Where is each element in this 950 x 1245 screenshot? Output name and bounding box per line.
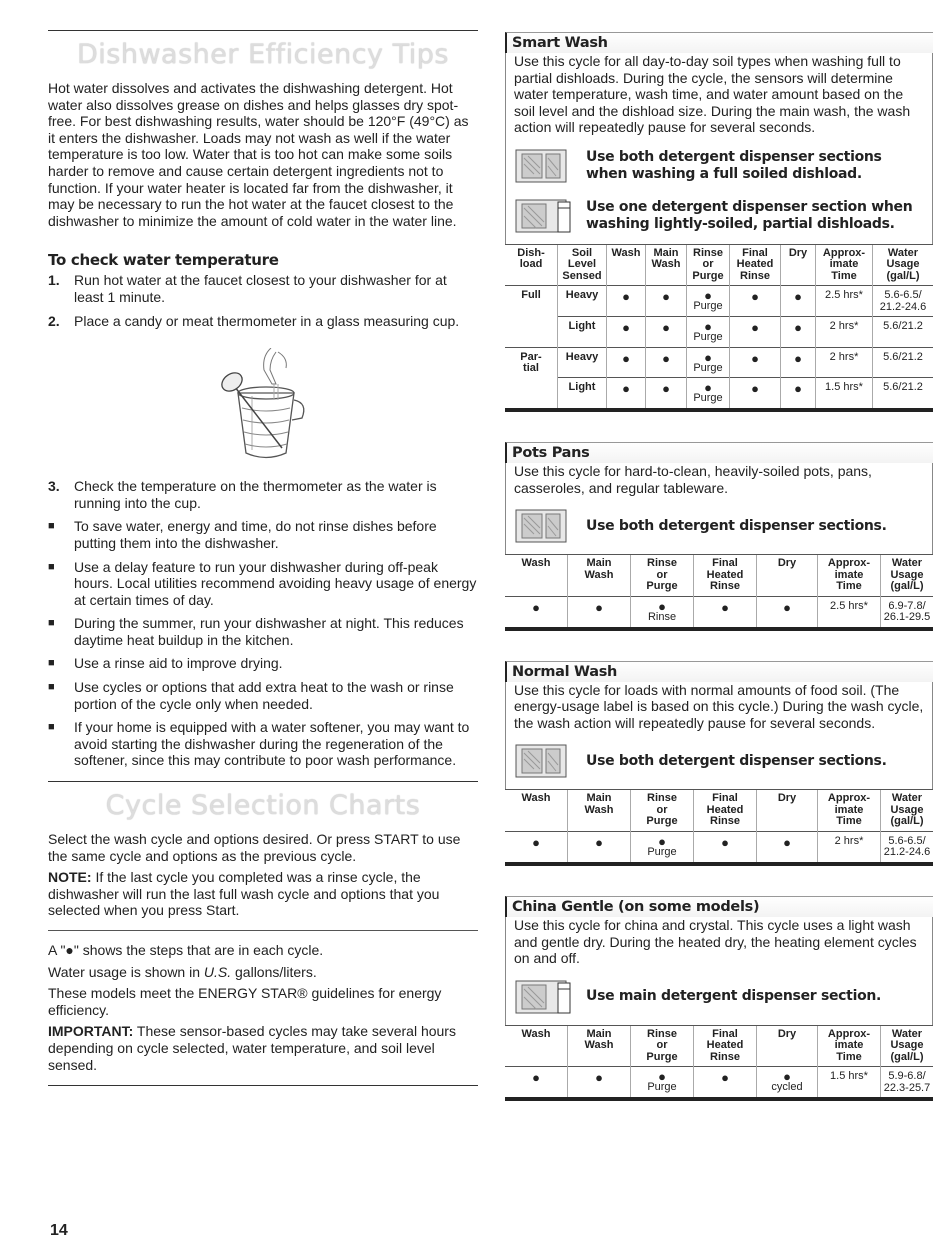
step-dot: ● [730,286,781,317]
step-dot: ● [730,378,781,410]
list-item-text: If your home is equipped with a water softener, you may want to avoid starting the dishwasher during the regeneration of the softener, since this may contribute to poor wash performance. [74,719,470,769]
time-cell: 2 hrs* [818,831,881,864]
bullet-mark: ■ [48,520,55,533]
step [48,478,478,511]
rinse-purge-cell [687,286,730,317]
list-item [48,518,478,551]
column-header: Water Usage (gal/L) [881,555,934,597]
time-cell: 2 hrs* [816,317,873,348]
column-header: Wash [505,555,568,597]
step-dot: ● [568,596,631,629]
tips-heading: Dishwasher Efficiency Tips [77,39,449,70]
step-dot: ● [658,833,666,849]
cycle-title: China Gentle (on some models) [505,896,933,917]
step-text: Place a candy or meat thermometer in a glass measuring cup. [74,312,460,329]
list-item [48,559,478,609]
detergent-instruction [514,506,924,546]
water-usage-cell: 6.9-7.8/ 26.1-29.5 [881,596,934,629]
column-header: Wash [607,244,646,286]
detergent-instruction-text: Use both detergent dispenser sections. [586,517,887,534]
step-dot: ● [607,286,646,317]
soil-level-cell: Heavy [558,286,607,317]
step-dot: ● [757,596,818,629]
column-header: Wash [505,1025,568,1067]
purge-label: Purge [647,1081,677,1094]
time-cell: 2.5 hrs* [818,596,881,629]
time-cell: 2.5 hrs* [816,286,873,317]
note-label: NOTE: [48,869,92,886]
step-dot: ● [783,1069,791,1085]
step-dot: ● [704,349,712,365]
soil-level-cell: Light [558,378,607,410]
important-label: IMPORTANT: [48,1023,134,1040]
table-row [505,317,933,348]
list-item-text: To save water, energy and time, do not rinse dishes before putting them into the dishwasher. [74,518,437,551]
rinse-purge-cell [687,378,730,410]
step-dot: ● [646,317,687,348]
divider [48,30,478,31]
bullet-mark: ■ [48,560,55,573]
cycle-description: Use this cycle for all day-to-day soil types when washing full to partial dishloads. During the cycle, the sensors will determine water temperature, wash time, and water amount based on the soil level and the dishload size. During the main wash, the wash action will repeatedly pause for several seconds. [514,53,911,136]
step-dot: ● [646,347,687,378]
step-dot: ● [704,319,712,335]
china-gentle-table [505,1025,933,1102]
rinse-purge-cell [687,317,730,348]
china-gentle-section [505,896,933,1101]
column-header: Main Wash [646,244,687,286]
dry-cell [757,1067,818,1100]
water-usage-cell: 5.6/21.2 [873,347,934,378]
purge-label: Purge [647,845,677,858]
list-item-text: Use a rinse aid to improve drying. [74,655,283,672]
column-header: Rinse or Purge [687,244,730,286]
column-header: Dry [781,244,816,286]
purge-label: Purge [693,361,723,374]
smart-wash-section [505,32,933,412]
step-dot: ● [568,831,631,864]
table-header-row [505,1025,933,1067]
column-header: Approx- imate Time [818,1025,881,1067]
table-header-row [505,555,933,597]
column-header: Water Usage (gal/L) [881,1025,934,1067]
cycled-label: cycled [771,1081,803,1094]
column-header: Approx- imate Time [818,790,881,832]
step-dot: ● [607,347,646,378]
charts-heading: Cycle Selection Charts [105,790,421,822]
cycle-description: Use this cycle for china and crystal. This cycle uses a light wash and gentle dry. During the heated dry, the heating element cycles on and off. [514,916,917,967]
rinse-label: Rinse [647,610,677,623]
detergent-instruction [514,196,924,236]
table-header-row [505,790,933,832]
detergent-instruction-text: Use main detergent dispenser section. [586,988,882,1005]
column-header: Final Heated Rinse [730,244,781,286]
detergent-instruction [514,146,924,186]
step-dot: ● [658,1069,666,1085]
purge-label: Purge [693,300,723,313]
normal-wash-table [505,789,933,866]
bullet-mark: ■ [48,721,55,734]
step-dot: ● [505,596,568,629]
step-dot: ● [658,598,666,614]
cycle-title: Smart Wash [505,32,933,53]
time-cell: 1.5 hrs* [818,1067,881,1100]
table-row [505,347,933,378]
step-dot: ● [694,1067,757,1100]
step-text: Check the temperature on the thermometer as the water is running into the cup. [74,478,437,511]
soil-level-cell: Light [558,317,607,348]
bullet-mark: ■ [48,617,55,630]
left-column [48,30,478,1086]
bullet-mark: ■ [48,657,55,670]
water-usage-note [48,964,478,981]
water-usage-pre: Water usage is shown in [48,963,204,980]
step-dot: ● [781,317,816,348]
table-row [505,286,933,317]
list-item [48,615,478,648]
step [48,272,478,305]
step-dot: ● [781,378,816,410]
detergent-instruction-text: Use one detergent dispenser section when washing lightly-soiled, partial dishloads. [586,198,913,232]
note [48,869,478,919]
column-header: Dry [757,1025,818,1067]
step-number: 2. [48,312,60,329]
detergent-both-sections-icon [514,146,574,186]
time-cell: 2 hrs* [816,347,873,378]
cycle-description-box [505,463,933,554]
cycle-description-box [505,682,933,790]
charts-intro: Select the wash cycle and options desired. Or press START to use the same cycle and options as the previous cycle. [48,831,461,864]
check-temp-heading: To check water temperature [48,251,279,270]
column-header: Water Usage (gal/L) [873,244,934,286]
dot-legend: A "●" shows the steps that are in each cycle. [48,942,324,958]
water-usage-post: gallons/liters. [231,963,317,980]
step-number: 1. [48,272,60,289]
rinse-purge-cell [631,596,694,629]
cycle-title: Pots Pans [505,442,933,463]
energy-star-note: These models meet the ENERGY STAR® guidelines for energy efficiency. [48,985,442,1018]
list-item [48,655,478,672]
water-usage-units: U.S. [203,963,232,980]
column-header: Approx- imate Time [818,555,881,597]
column-header: Wash [505,790,568,832]
thermometer-in-cup-illustration [216,348,316,463]
bullet-mark: ■ [48,681,55,694]
water-usage-cell: 5.9-6.8/ 22.3-25.7 [881,1067,934,1100]
water-usage-cell: 5.6-6.5/ 21.2-24.6 [881,831,934,864]
column-header: Dry [757,555,818,597]
table-header-row [505,244,933,286]
column-header: Soil Level Sensed [558,244,607,286]
column-header: Rinse or Purge [631,1025,694,1067]
smart-wash-table [505,244,933,412]
list-item-text: Use cycles or options that add extra heat to the wash or rinse portion of the cycle only when needed. [74,679,454,712]
detergent-instruction [514,977,924,1017]
table-row [505,831,933,864]
step-dot: ● [781,286,816,317]
tips-intro: Hot water dissolves and activates the dishwashing detergent. Hot water also dissolves grease on dishes and helps glasses dry spot-free. For best dishwashing results, water should be 120°F (49°C) as it enters the dishwasher. Loads may not wash as well if the water temperature is too low. Water that is too hot can make some soils harder to remove and cause certain detergent ingredients not to function. If your water heater is located far from the dishwasher, it may be necessary to run the hot water at the faucet closest to the dishwasher to minimize the amount of cold water in the water line. [48,80,469,229]
cycle-title: Normal Wash [505,661,933,682]
rinse-purge-cell [687,347,730,378]
column-header: Dry [757,790,818,832]
column-header: Final Heated Rinse [694,790,757,832]
step-dot: ● [607,317,646,348]
time-cell: 1.5 hrs* [816,378,873,410]
pots-pans-section [505,442,933,631]
pots-pans-table [505,554,933,631]
detergent-both-sections-icon [514,506,574,546]
important-text: These sensor-based cycles may take several hours depending on cycle selected, water temperature, and soil level sensed. [48,1023,456,1073]
cycle-description-box [505,53,933,244]
step-dot: ● [646,286,687,317]
column-header: Main Wash [568,1025,631,1067]
cycle-description: Use this cycle for loads with normal amounts of food soil. (The energy-usage label is based on this cycle.) During the wash cycle, the wash action will repeatedly pause for several seconds. [514,681,924,731]
list-item-text: Use a delay feature to run your dishwasher during off-peak hours. Local utilities recommend avoiding heavy usage of energy at certain times of day. [74,558,477,608]
step-dot: ● [505,1067,568,1100]
table-row [505,378,933,410]
cycle-description-box [505,917,933,1025]
detergent-both-sections-icon [514,741,574,781]
table-row [505,596,933,629]
water-usage-cell: 5.6/21.2 [873,317,934,348]
column-header: Final Heated Rinse [694,555,757,597]
list-item-text: During the summer, run your dishwasher at night. This reduces daytime heat buildup in the kitchen. [74,615,464,648]
column-header: Rinse or Purge [631,790,694,832]
detergent-main-section-icon [514,977,574,1017]
list-item [48,679,478,712]
purge-label: Purge [693,392,723,405]
divider [48,781,478,782]
step-dot: ● [730,317,781,348]
note-text: If the last cycle you completed was a rinse cycle, the dishwasher will run the last full wash cycle and options that you selected when you press Start. [48,869,440,919]
column-header: Water Usage (gal/L) [881,790,934,832]
detergent-instruction [514,741,924,781]
rinse-purge-cell [631,831,694,864]
right-column [505,32,933,1125]
column-header: Main Wash [568,555,631,597]
step-dot: ● [607,378,646,410]
important-note [48,1023,478,1073]
list-item [48,719,478,769]
dishload-cell: Par- tial [505,347,558,410]
step-dot: ● [781,347,816,378]
step-dot: ● [646,378,687,410]
step [48,313,478,330]
step-dot: ● [694,596,757,629]
step-number: 3. [48,478,60,495]
column-header: Approx- imate Time [816,244,873,286]
page-number: 14 [50,1222,68,1239]
step-dot: ● [694,831,757,864]
column-header: Rinse or Purge [631,555,694,597]
step-dot: ● [757,831,818,864]
column-header: Main Wash [568,790,631,832]
detergent-one-section-icon [514,196,574,236]
divider [48,930,478,931]
step-dot: ● [730,347,781,378]
water-usage-cell: 5.6-6.5/ 21.2-24.6 [873,286,934,317]
normal-wash-section [505,661,933,866]
table-row [505,1067,933,1100]
cycle-description: Use this cycle for hard-to-clean, heavily-soiled pots, pans, casseroles, and regular tableware. [514,462,872,496]
step-dot: ● [568,1067,631,1100]
rinse-purge-cell [631,1067,694,1100]
column-header: Final Heated Rinse [694,1025,757,1067]
column-header: Dish- load [505,244,558,286]
detergent-instruction-text: Use both detergent dispenser sections when washing a full soiled dishload. [586,148,882,182]
divider [48,1085,478,1086]
detergent-instruction-text: Use both detergent dispenser sections. [586,752,887,769]
step-dot: ● [704,288,712,304]
purge-label: Purge [693,331,723,344]
soil-level-cell: Heavy [558,347,607,378]
dishload-cell: Full [505,286,558,348]
step-dot: ● [704,380,712,396]
step-dot: ● [505,831,568,864]
water-usage-cell: 5.6/21.2 [873,378,934,410]
step-text: Run hot water at the faucet closest to your dishwasher for at least 1 minute. [74,272,447,305]
